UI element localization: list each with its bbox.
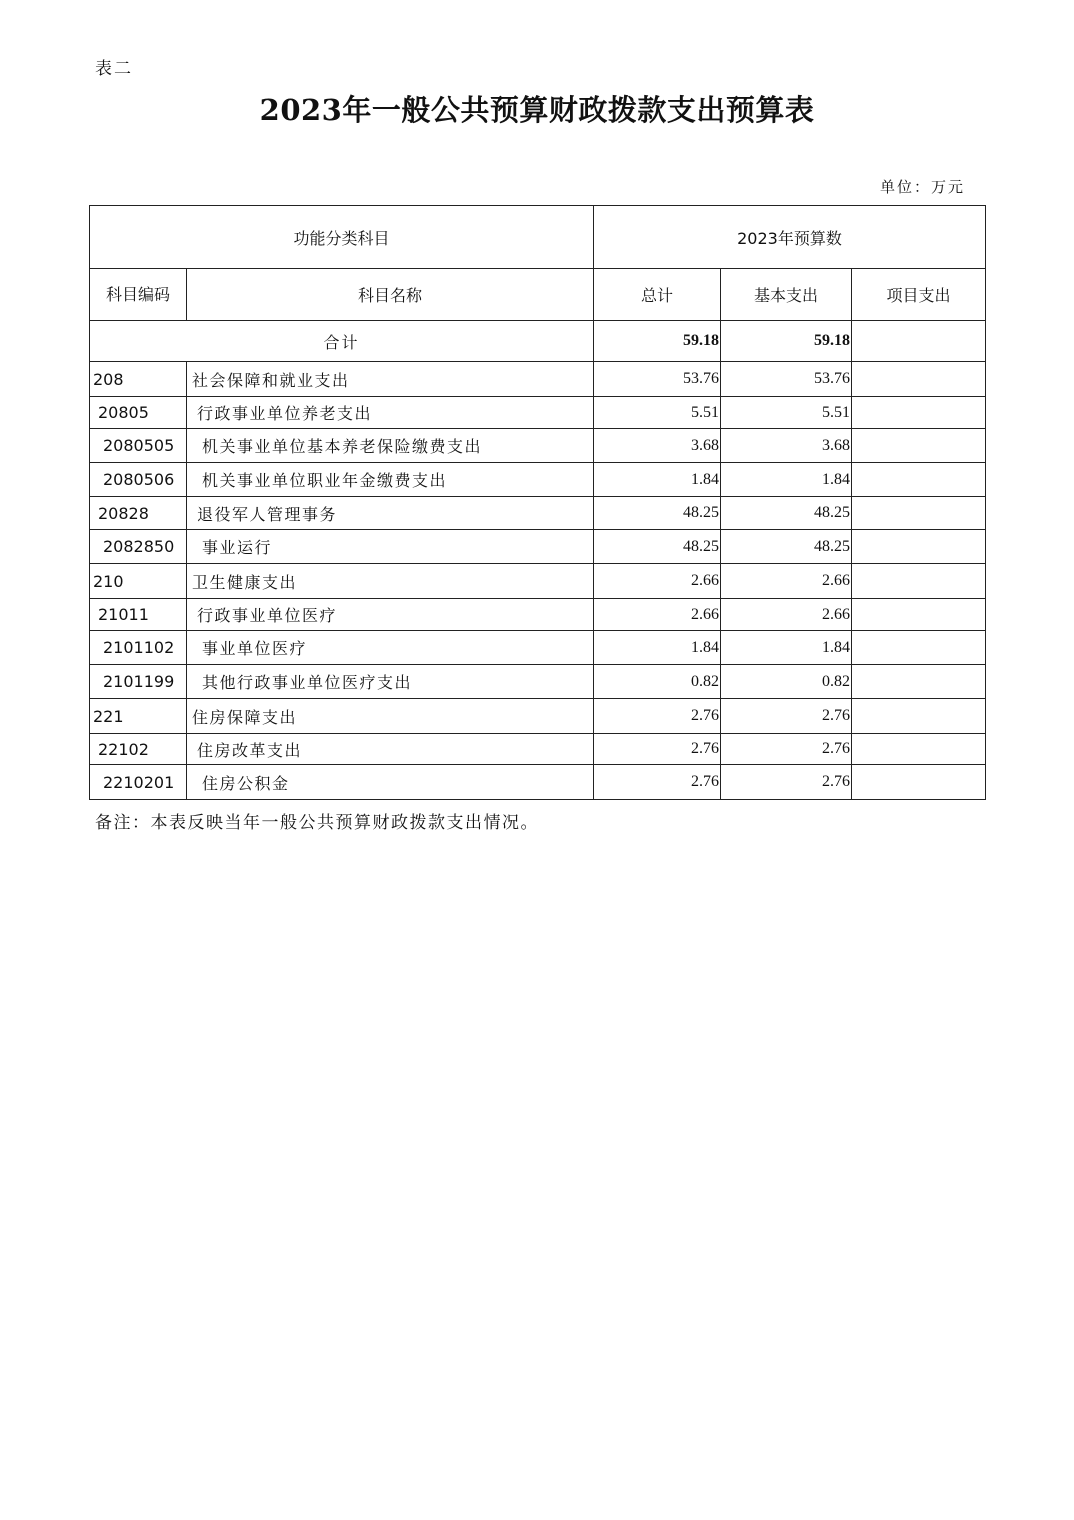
unit-label: 单位：万元: [880, 178, 966, 196]
header-row-columns: [90, 269, 986, 321]
row-code: 2082850: [90, 530, 187, 564]
row-total: 2.76: [594, 765, 721, 800]
row-basic: 53.76: [721, 362, 852, 397]
table-row: [90, 734, 986, 765]
row-project: [852, 699, 986, 734]
row-basic: 5.51: [721, 397, 852, 429]
header-project: 项目支出: [852, 269, 986, 321]
row-total: 2.76: [594, 699, 721, 734]
row-code: 221: [90, 699, 187, 734]
row-total: 53.76: [594, 362, 721, 397]
row-total: 1.84: [594, 463, 721, 497]
summary-project: [852, 321, 986, 362]
summary-row: [90, 321, 986, 362]
row-name: 机关事业单位职业年金缴费支出: [187, 463, 594, 497]
row-project: [852, 665, 986, 699]
table-row: [90, 429, 986, 463]
row-code: 2080505: [90, 429, 187, 463]
row-basic: 0.82: [721, 665, 852, 699]
table-row: [90, 463, 986, 497]
table-row: [90, 765, 986, 800]
table-row: [90, 564, 986, 599]
row-basic: 3.68: [721, 429, 852, 463]
table-row: [90, 631, 986, 665]
header-total: 总计: [594, 269, 721, 321]
row-code: 2210201: [90, 765, 187, 800]
header-name: 科目名称: [187, 269, 594, 321]
table-row: [90, 599, 986, 631]
row-name: 事业运行: [187, 530, 594, 564]
row-name: 退役军人管理事务: [187, 497, 594, 530]
row-total: 2.76: [594, 734, 721, 765]
row-basic: 2.76: [721, 765, 852, 800]
row-total: 1.84: [594, 631, 721, 665]
header-functional-category: 功能分类科目: [90, 206, 594, 269]
row-project: [852, 564, 986, 599]
row-project: [852, 429, 986, 463]
table-row: [90, 497, 986, 530]
row-name: 住房公积金: [187, 765, 594, 800]
row-basic: 48.25: [721, 530, 852, 564]
row-basic: 2.76: [721, 734, 852, 765]
row-name: 事业单位医疗: [187, 631, 594, 665]
row-basic: 2.66: [721, 599, 852, 631]
table-row: [90, 397, 986, 429]
row-total: 48.25: [594, 530, 721, 564]
row-code: 208: [90, 362, 187, 397]
row-code: 2080506: [90, 463, 187, 497]
row-total: 2.66: [594, 564, 721, 599]
summary-label: 合计: [90, 321, 594, 362]
row-total: 3.68: [594, 429, 721, 463]
table-row: [90, 699, 986, 734]
document-label: 表二: [95, 59, 133, 79]
footnote: 备注：本表反映当年一般公共预算财政拨款支出情况。: [95, 813, 539, 833]
row-code: 20805: [90, 397, 187, 429]
row-name: 住房改革支出: [187, 734, 594, 765]
row-total: 48.25: [594, 497, 721, 530]
row-name: 行政事业单位医疗: [187, 599, 594, 631]
row-basic: 2.66: [721, 564, 852, 599]
row-basic: 1.84: [721, 631, 852, 665]
row-name: 机关事业单位基本养老保险缴费支出: [187, 429, 594, 463]
table-row: [90, 530, 986, 564]
row-project: [852, 362, 986, 397]
row-basic: 2.76: [721, 699, 852, 734]
row-code: 2101102: [90, 631, 187, 665]
row-project: [852, 530, 986, 564]
row-project: [852, 765, 986, 800]
row-basic: 1.84: [721, 463, 852, 497]
row-project: [852, 463, 986, 497]
row-code: 20828: [90, 497, 187, 530]
header-code: 科目编码: [90, 269, 187, 321]
row-name: 社会保障和就业支出: [187, 362, 594, 397]
row-project: [852, 631, 986, 665]
row-total: 0.82: [594, 665, 721, 699]
row-project: [852, 497, 986, 530]
row-name: 卫生健康支出: [187, 564, 594, 599]
row-code: 210: [90, 564, 187, 599]
row-name: 其他行政事业单位医疗支出: [187, 665, 594, 699]
summary-basic: 59.18: [721, 321, 852, 362]
row-code: 22102: [90, 734, 187, 765]
page-title: 2023年一般公共预算财政拨款支出预算表: [259, 93, 815, 127]
row-total: 5.51: [594, 397, 721, 429]
row-name: 行政事业单位养老支出: [187, 397, 594, 429]
row-project: [852, 734, 986, 765]
row-code: 2101199: [90, 665, 187, 699]
row-code: 21011: [90, 599, 187, 631]
table-row: [90, 362, 986, 397]
row-total: 2.66: [594, 599, 721, 631]
header-row-group: [90, 206, 986, 269]
row-project: [852, 397, 986, 429]
budget-table: [89, 205, 986, 800]
row-name: 住房保障支出: [187, 699, 594, 734]
table-row: [90, 665, 986, 699]
summary-total: 59.18: [594, 321, 721, 362]
header-basic: 基本支出: [721, 269, 852, 321]
row-project: [852, 599, 986, 631]
row-basic: 48.25: [721, 497, 852, 530]
header-budget-2023: 2023年预算数: [594, 206, 986, 269]
